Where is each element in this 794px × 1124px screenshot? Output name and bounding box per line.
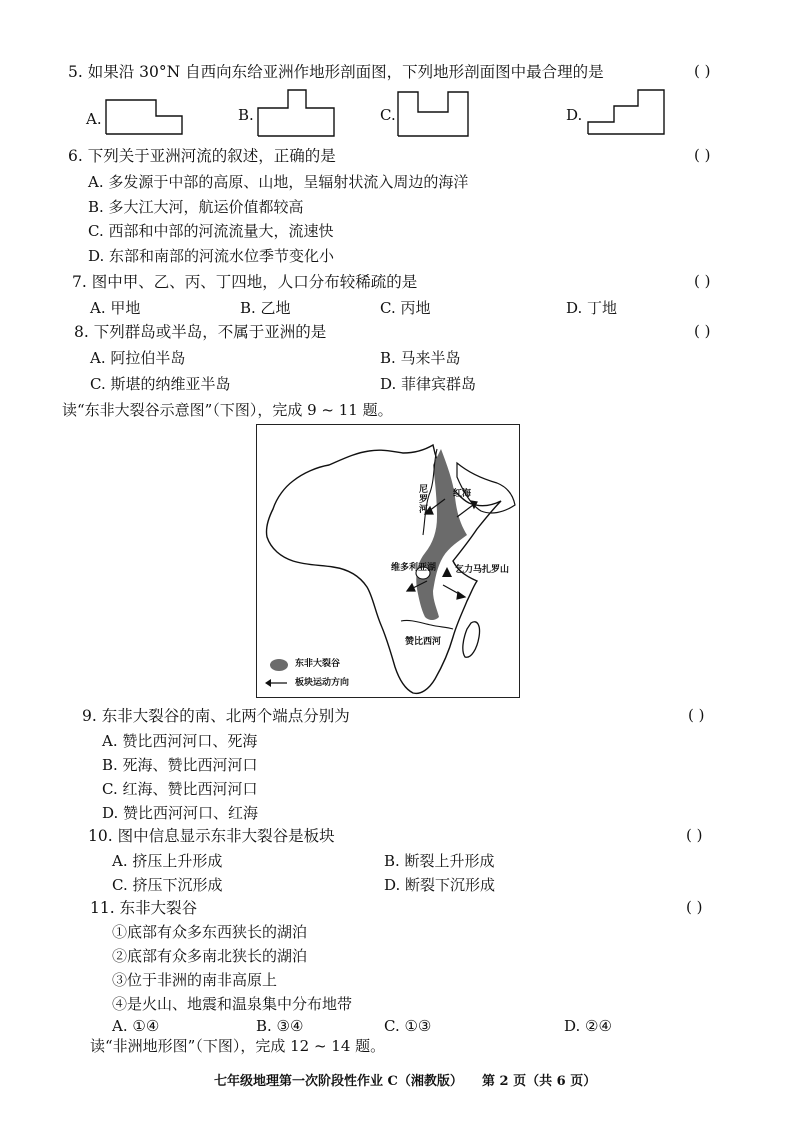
q5-option-b-label: B. (238, 106, 254, 124)
q6-option-d: D. 东部和南部的河流水位季节变化小 (88, 247, 335, 265)
q11-statement-2: ②底部有众多南北狭长的湖泊 (112, 947, 308, 965)
q8-stem: 8. 下列群岛或半岛，不属于亚洲的是 (74, 323, 327, 341)
q11-option-a: A. ①④ (112, 1017, 160, 1035)
q7-answer-paren: ( ) (694, 272, 711, 290)
q11-statement-4: ④是火山、地震和温泉集中分布地带 (112, 995, 353, 1013)
q8-option-b: B. 马来半岛 (380, 349, 461, 367)
label-zambezi: 赞比西河 (405, 637, 442, 647)
q5-profile-c (396, 90, 472, 138)
q5-profile-a (104, 94, 184, 136)
q8-option-c: C. 斯堪的纳维亚半岛 (90, 375, 231, 393)
q5-option-a-label: A. (86, 110, 102, 128)
q10-option-a: A. 挤压上升形成 (112, 852, 223, 870)
q7-option-d: D. 丁地 (566, 299, 618, 317)
footer-page-number: 第 2 页（共 6 页） (482, 1074, 597, 1089)
q8-option-d: D. 菲律宾群岛 (380, 375, 477, 393)
africa-outline-map (257, 425, 519, 697)
q6-answer-paren: ( ) (694, 146, 711, 164)
legend-rift-swatch (270, 659, 288, 671)
q5-option-c-label: C. (380, 106, 396, 124)
q8-option-a: A. 阿拉伯半岛 (90, 349, 186, 367)
q6-option-c: C. 西部和中部的河流流量大，流速快 (88, 222, 334, 240)
footer-title: 七年级地理第一次阶段性作业 C（湘教版） (214, 1074, 463, 1089)
q9-option-b: B. 死海、赞比西河河口 (102, 756, 258, 774)
q7-option-c: C. 丙地 (380, 299, 431, 317)
q11-statement-3: ③位于非洲的南非高原上 (112, 971, 278, 989)
reading-instruction-africa-terrain: 读“非洲地形图”（下图），完成 12 ~ 14 题。 (90, 1037, 386, 1055)
q10-answer-paren: ( ) (686, 826, 703, 844)
q10-stem: 10. 图中信息显示东非大裂谷是板块 (88, 827, 335, 845)
q9-answer-paren: ( ) (688, 706, 705, 724)
q11-option-c: C. ①③ (384, 1017, 432, 1035)
q10-option-d: D. 断裂下沉形成 (384, 876, 496, 894)
q6-option-b: B. 多大江大河，航运价值都较高 (88, 198, 304, 216)
q10-option-c: C. 挤压下沉形成 (112, 876, 223, 894)
q7-option-b: B. 乙地 (240, 299, 291, 317)
q9-stem: 9. 东非大裂谷的南、北两个端点分别为 (82, 707, 350, 725)
q5-stem: 5. 如果沿 30°N 自西向东给亚洲作地形剖面图，下列地形剖面图中最合理的是 (68, 63, 604, 81)
q11-answer-paren: ( ) (686, 898, 703, 916)
q8-answer-paren: ( ) (694, 322, 711, 340)
legend-rift-label: 东非大裂谷 (295, 659, 341, 669)
label-red-sea: 红海 (453, 489, 472, 499)
q5-option-d-label: D. (566, 106, 583, 124)
kilimanjaro-marker (442, 567, 452, 577)
madagascar (463, 622, 480, 657)
q11-option-d: D. ②④ (564, 1017, 612, 1035)
q7-stem: 7. 图中甲、乙、丙、丁四地，人口分布较稀疏的是 (72, 273, 418, 291)
q11-stem: 11. 东非大裂谷 (90, 899, 198, 917)
q6-option-a: A. 多发源于中部的高原、山地，呈辐射状流入周边的海洋 (88, 173, 469, 191)
q9-option-a: A. 赞比西河河口、死海 (102, 732, 258, 750)
q6-stem: 6. 下列关于亚洲河流的叙述，正确的是 (68, 147, 336, 165)
q5-profile-d (586, 88, 668, 136)
q11-statement-1: ①底部有众多东西狭长的湖泊 (112, 923, 308, 941)
legend-arrow-label: 板块运动方向 (295, 678, 350, 688)
q5-profile-b (256, 88, 338, 138)
q5-answer-paren: ( ) (694, 62, 711, 80)
legend-arrow-icon (265, 679, 271, 687)
q11-option-b: B. ③④ (256, 1017, 304, 1035)
q10-option-b: B. 断裂上升形成 (384, 852, 495, 870)
reading-instruction-rift: 读“东非大裂谷示意图”（下图），完成 9 ~ 11 题。 (62, 401, 393, 419)
q9-option-d: D. 赞比西河河口、红海 (102, 804, 259, 822)
label-lake-victoria: 维多利亚湖 (391, 563, 437, 573)
label-kilimanjaro: 乞力马扎罗山 (455, 565, 510, 575)
zambezi-river (401, 620, 453, 629)
label-nile: 尼罗河 (419, 485, 429, 515)
q9-option-c: C. 红海、赞比西河河口 (102, 780, 258, 798)
q7-option-a: A. 甲地 (90, 299, 141, 317)
east-african-rift-map (256, 424, 520, 698)
